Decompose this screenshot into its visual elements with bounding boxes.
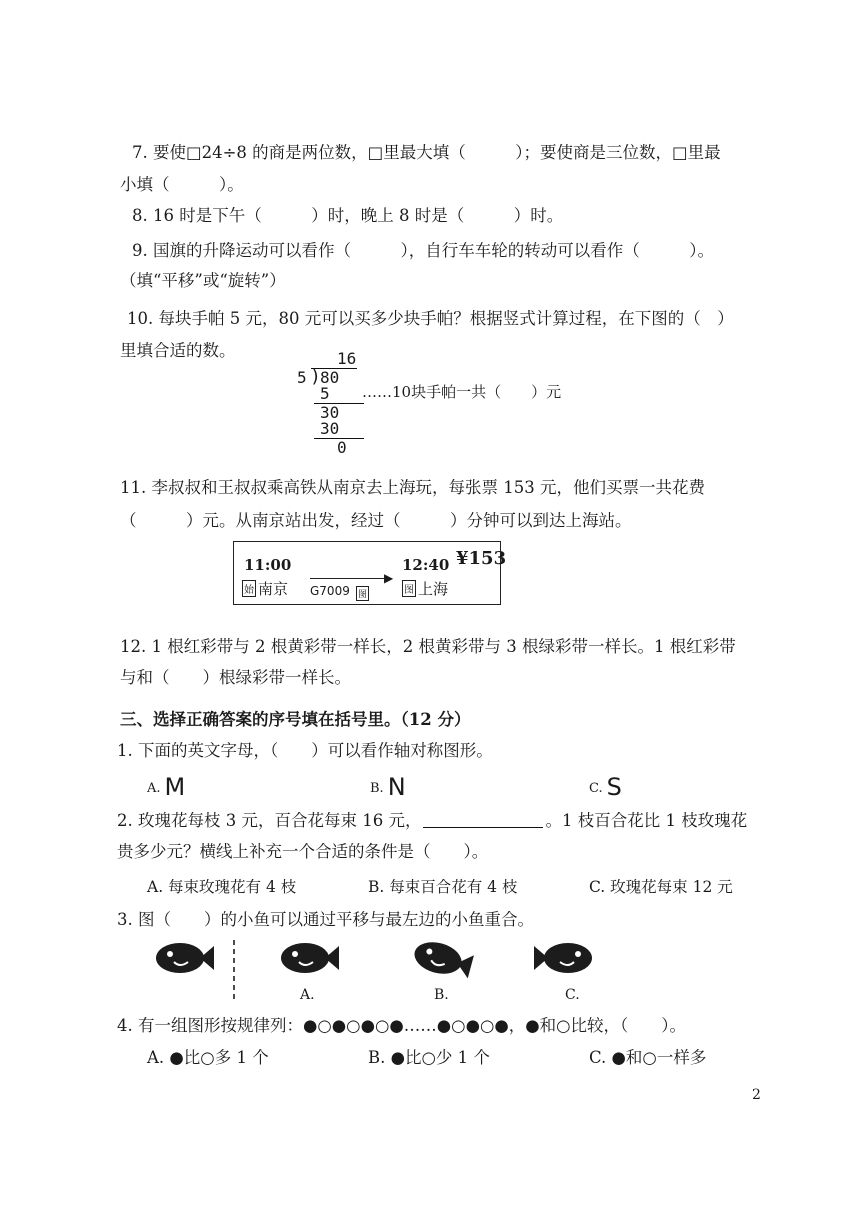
q8: 8. 16 时是下午（ ）时，晚上 8 时是（ ）时。 — [132, 206, 564, 225]
s3-q2-line1 — [117, 810, 747, 832]
s3-q1-stem: 1. 下面的英文字母，（ ）可以看作轴对称图形。 — [117, 741, 493, 760]
s3-q3-stem: 3. 图（ ）的小鱼可以通过平移与最左边的小鱼重合。 — [117, 910, 534, 929]
fish-b — [411, 937, 475, 981]
s3-q2-option-a: A. 每束玫瑰花有 4 枝 — [147, 878, 297, 896]
train-tag: 图 — [356, 586, 369, 601]
q9-line2: （填“平移”或“旋转”） — [120, 271, 286, 290]
to-station: 上海 — [418, 580, 449, 598]
q7-line1: 7. 要使□24÷8 的商是两位数，□里最大填（ ）；要使商是三位数，□里最 — [132, 143, 721, 162]
q10-line1: 10. 每块手帕 5 元，80 元可以买多少块手帕？根据竖式计算过程，在下图的（ ） — [127, 309, 734, 328]
q10-line2: 里填合适的数。 — [120, 341, 236, 360]
s3-q2-stem-a: 2. 玫瑰花每枝 3 元，百合花每束 16 元， — [117, 811, 422, 830]
train-number: G7009 — [310, 584, 350, 598]
s3-q2-line2: 贵多少元？横线上补充一个合适的条件是（ ）。 — [117, 842, 489, 861]
division-divisor: 5 — [297, 368, 307, 387]
q9-line1: 9. 国旗的升降运动可以看作（ ），自行车车轮的转动可以看作（ ）。 — [132, 241, 714, 260]
fish-c — [534, 943, 592, 973]
q7-line2: 小填（ ）。 — [120, 175, 244, 194]
s3-q1-option-c — [589, 773, 622, 801]
arrive-time: 12:40 — [402, 556, 450, 574]
option-c-label: C. — [589, 781, 603, 796]
option-a-letter: M — [164, 773, 186, 801]
division-note: ……10块手帕一共（ ）元 — [362, 383, 562, 401]
division-quotient: 16 — [337, 349, 357, 368]
q11-line2: （ ）元。从南京站出发，经过（ ）分钟可以到达上海站。 — [120, 511, 632, 530]
train-ticket — [233, 541, 507, 605]
ticket-price: ¥153 — [456, 548, 507, 569]
page-number: 2 — [752, 1087, 761, 1103]
division-step1: 5 — [320, 384, 330, 403]
fish-label-a: A. — [300, 987, 315, 1003]
s3-q1-option-a — [147, 773, 186, 801]
s3-q2-option-b: B. 每束百合花有 4 枝 — [368, 878, 518, 896]
fish-label-b: B. — [434, 987, 449, 1003]
s3-q1-option-b — [370, 773, 406, 801]
s3-q4-stem: 4. 有一组图形按规律列：●○●○●○●……●○●○●，●和○比较，（ ）。 — [117, 1016, 687, 1035]
division-step2: 30 — [320, 403, 340, 422]
fish-reference — [156, 943, 214, 973]
fish-label-c: C. — [565, 987, 580, 1003]
to-tag: 图 — [402, 580, 416, 597]
s3-q4-option-c: C. ●和○一样多 — [589, 1048, 707, 1067]
s3-q2-option-c: C. 玫瑰花每束 12 元 — [589, 878, 733, 896]
from-tag: 始 — [242, 580, 256, 597]
q12-line1: 12. 1 根红彩带与 2 根黄彩带一样长，2 根黄彩带与 3 根绿彩带一样长。1 根红彩带 — [120, 637, 736, 656]
route-arrow — [310, 578, 390, 579]
q11-line1: 11. 李叔叔和王叔叔乘高铁从南京去上海玩，每张票 153 元，他们买票一共花费 — [120, 478, 705, 497]
q12-line2: 与和（ ）根绿彩带一样长。 — [120, 668, 351, 687]
division-dividend: 80 — [320, 368, 340, 387]
option-c-letter: S — [606, 773, 622, 801]
option-b-letter: N — [387, 773, 406, 801]
fish-row — [140, 930, 610, 1010]
s3-q2-blank[interactable] — [423, 811, 543, 828]
s3-q4-option-b: B. ●比○少 1 个 — [368, 1048, 490, 1067]
from-station: 南京 — [258, 580, 289, 598]
s3-q4-option-a: A. ●比○多 1 个 — [147, 1048, 269, 1067]
option-b-label: B. — [370, 781, 384, 796]
option-a-label: A. — [147, 781, 161, 796]
depart-time: 11:00 — [244, 556, 292, 574]
division-remainder: 0 — [337, 438, 347, 457]
division-bracket: ) — [310, 366, 321, 387]
arrow-head: ▶ — [384, 571, 394, 585]
fish-a — [281, 943, 339, 973]
section3-title: 三、选择正确答案的序号填在括号里。（12 分） — [120, 710, 471, 729]
division-step3: 30 — [320, 419, 340, 438]
s3-q2-stem-b: 。1 枝百合花比 1 枝玫瑰花 — [545, 811, 748, 830]
